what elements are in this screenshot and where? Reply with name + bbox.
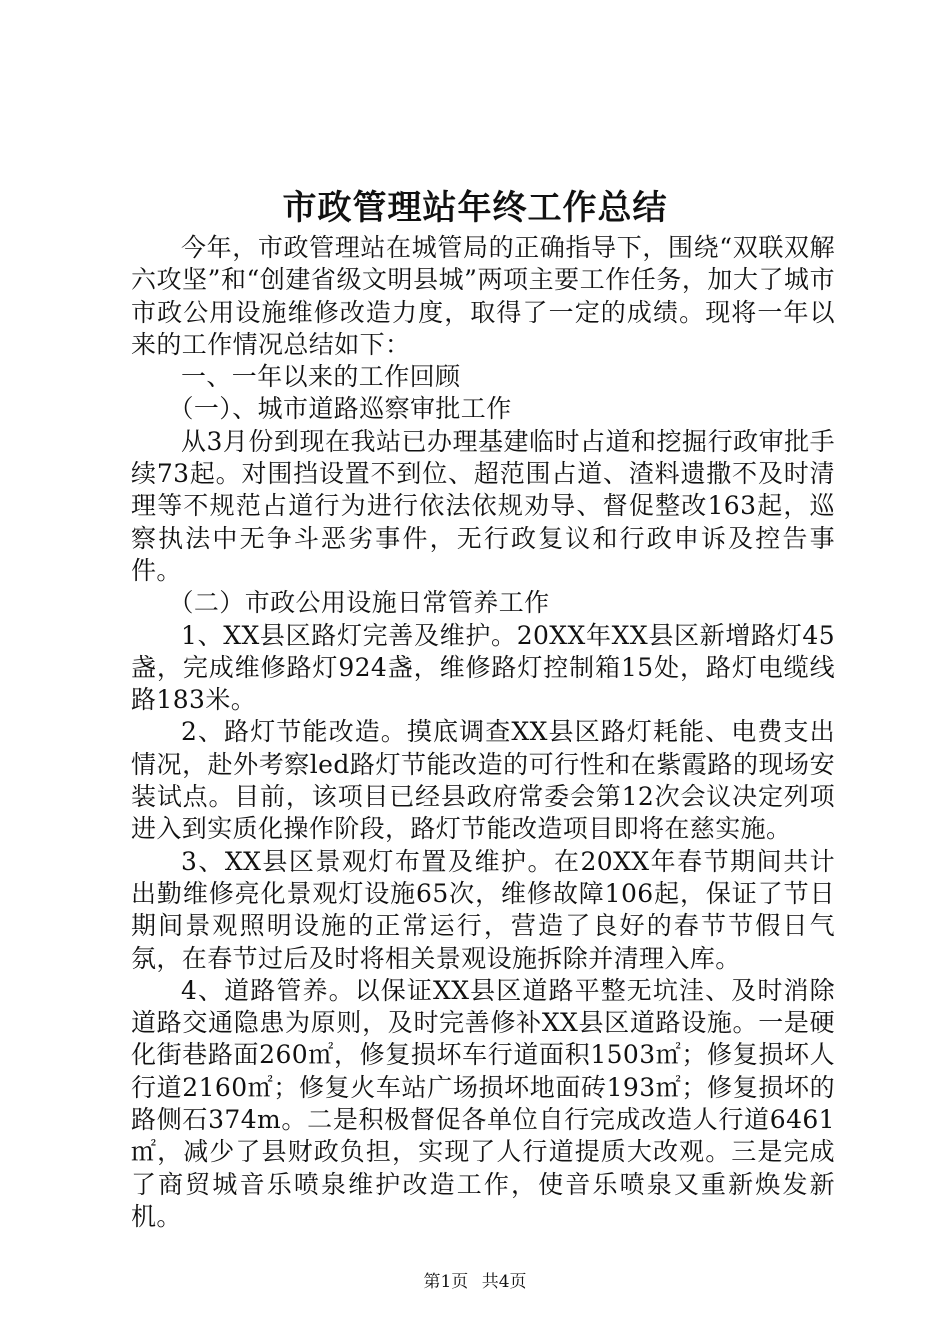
subsection-heading-road-inspection: （一）、城市道路巡察审批工作: [168, 394, 512, 424]
document-title: 市政管理站年终工作总结: [282, 188, 668, 228]
page-footer: [0, 1270, 950, 1294]
subsection-heading-facility-maintenance: （二）市政公用设施日常管养工作: [168, 588, 550, 618]
road-inspection-paragraph: 从3月份到现在我站已办理基建临时占道和挖掘行政审批手续73起。对围挡设置不到位、超范围占道、渣料遗撒不及时清理等不规范占道行为进行依法依规劝导、督促整改163起，巡察执法中无争斗恶劣事件，无行政复议和行政申诉及控告事件。: [131, 426, 835, 585]
document-body: [131, 232, 835, 1233]
intro-paragraph: 今年，市政管理站在城管局的正确指导下，围绕“双联双解六攻坚”和“创建省级文明县城”两项主要工作任务，加大了城市市政公用设施维修改造力度，取得了一定的成绩。现将一年以来的工作情况总结如下：: [131, 233, 835, 359]
page-total: 共4页: [481, 1272, 527, 1292]
streetlight-energy-paragraph: 2、路灯节能改造。摸底调查XX县区路灯耗能、电费支出情况，赴外考察led路灯节能改造的可行性和在紫霞路的现场安装试点。目前，该项目已经县政府常委会第12次会议决定列项进入到实质化操作阶段，路灯节能改造项目即将在慈实施。: [131, 717, 835, 844]
section-heading-review: 一、一年以来的工作回顾: [181, 362, 461, 392]
page-number: 第1页: [423, 1272, 469, 1292]
landscape-lighting-paragraph: 3、XX县区景观灯布置及维护。在20XX年春节期间共计出勤维修亮化景观灯设施65次，维修故障106起，保证了节日期间景观照明设施的正常运行，营造了良好的春节节假日气氛，在春节过后及时将相关景观设施拆除并清理入库。: [131, 846, 835, 973]
road-maintenance-paragraph: 4、道路管养。以保证XX县区道路平整无坑洼、及时消除道路交通隐患为原则，及时完善修补XX县区道路设施。一是硬化街巷路面260㎡，修复损坏车行道面积1503㎡；修复损坏人行道2160㎡；修复火车站广场损坏地面砖193㎡；修复损坏的路侧石374m。二是积极督促各单位自行完成改造人行道6461㎡，减少了县财政负担，实现了人行道提质大改观。三是完成了商贸城音乐喷泉维护改造工作，使音乐喷泉又重新焕发新机。: [131, 975, 835, 1231]
streetlight-maintenance-paragraph: 1、XX县区路灯完善及维护。20XX年XX县区新增路灯45盏，完成维修路灯924盏，维修路灯控制箱15处，路灯电缆线路183米。: [131, 620, 835, 715]
